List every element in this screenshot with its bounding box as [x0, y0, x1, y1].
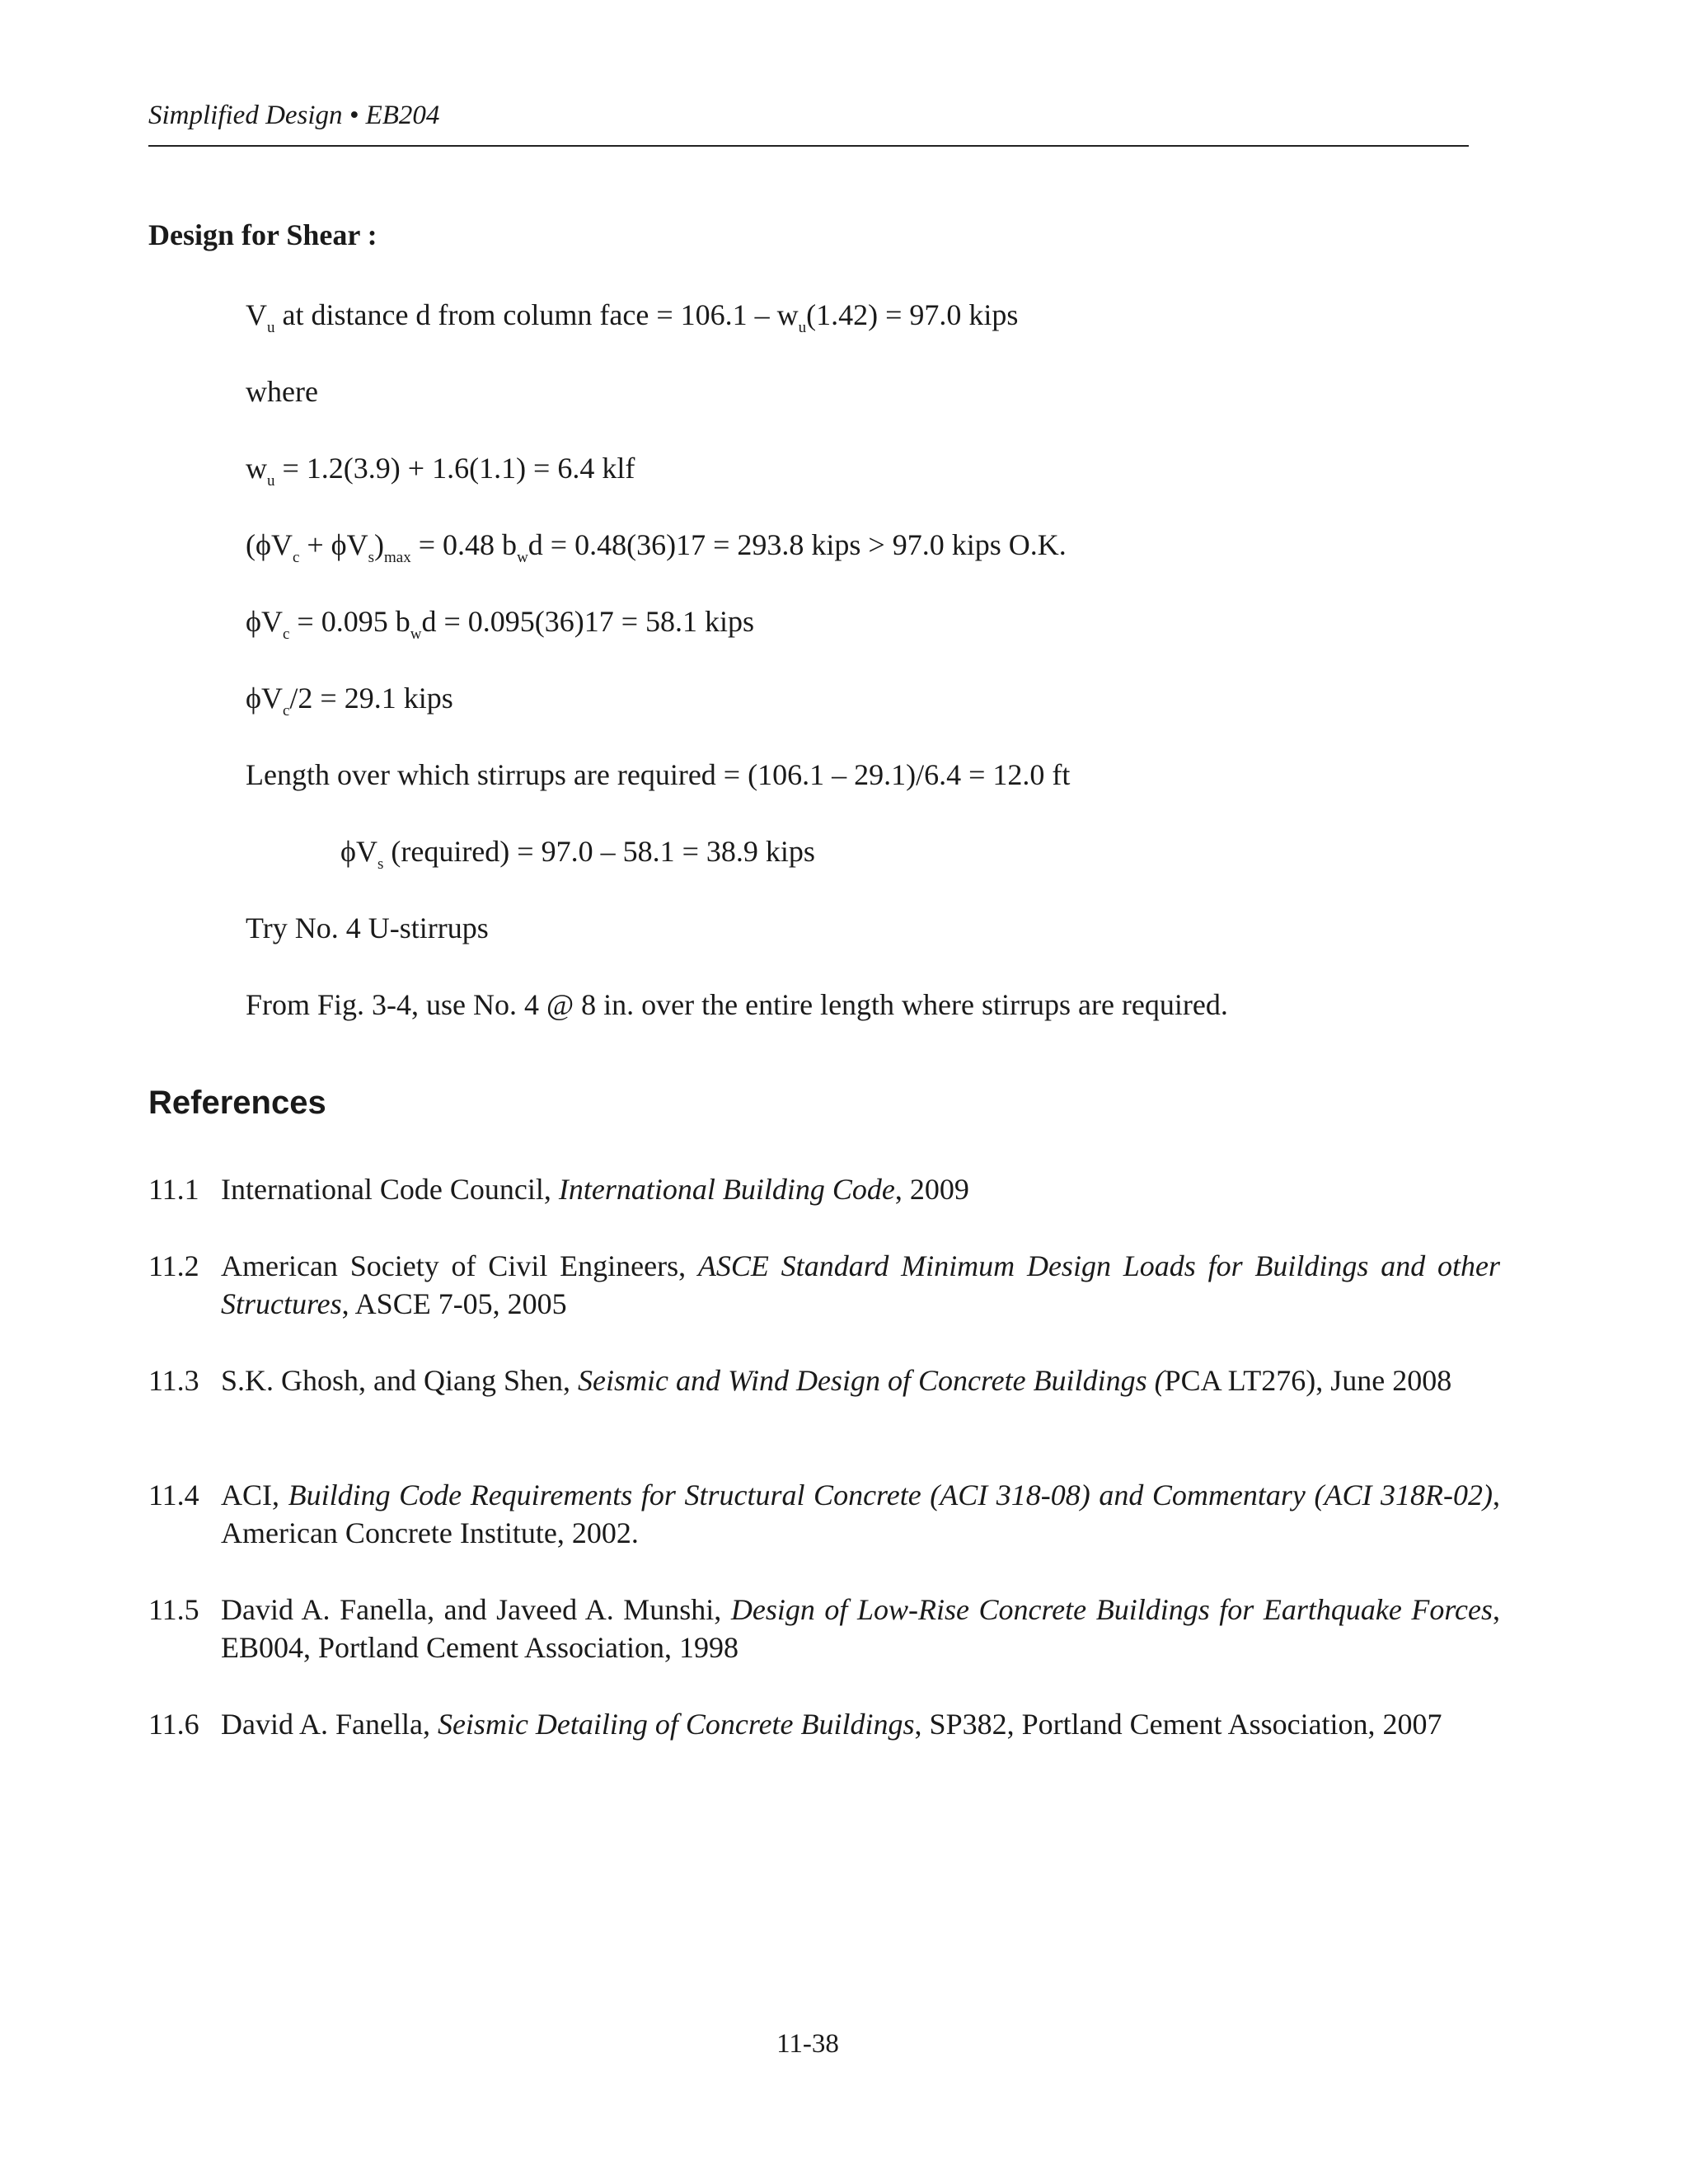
eq-subscript: c [282, 626, 290, 643]
equation-wu [246, 452, 635, 490]
eq-subscript: u [267, 472, 275, 490]
reference-text: American Society of Civil Engineers, [221, 1249, 698, 1282]
reference-title: Seismic Detailing of Concrete Buildings [437, 1708, 915, 1741]
reference-text: PCA LT276), June 2008 [1164, 1364, 1452, 1397]
eq-text: ) [374, 528, 385, 561]
section-heading-references: References [148, 1085, 326, 1121]
equation-vu [246, 298, 1019, 336]
stirrup-spacing-text: From Fig. 3-4, use No. 4 @ 8 in. over the entire length where stirrups are required. [246, 988, 1228, 1021]
eq-text: /2 = 29.1 kips [289, 682, 453, 715]
eq-subscript: c [282, 702, 290, 719]
reference-number: 11.3 [148, 1364, 199, 1397]
reference-text: , EB004, Portland Cement Association, 1998 [221, 1593, 1500, 1664]
reference-text: David A. Fanella, [221, 1708, 438, 1741]
running-header: Simplified Design • EB204 [148, 101, 440, 130]
reference-number: 11.1 [148, 1173, 199, 1206]
section-heading-design-for-shear: Design for Shear : [148, 218, 377, 251]
eq-text: (required) = 97.0 – 58.1 = 38.9 kips [383, 835, 815, 868]
reference-item [148, 1170, 1500, 1208]
try-stirrups-text: Try No. 4 U-stirrups [246, 912, 489, 944]
eq-subscript: w [410, 626, 422, 643]
where-text: where [246, 375, 318, 408]
reference-title: International Building Code [558, 1173, 895, 1206]
eq-subscript: s [368, 549, 375, 566]
eq-text: ϕV [246, 682, 283, 715]
equation-phi-vc-half [246, 682, 453, 719]
eq-text: (1.42) = 97.0 kips [806, 298, 1019, 331]
reference-title: ASCE Standard Minimum Design Loads for Buildings and other Structures [221, 1249, 1500, 1320]
eq-text: V [246, 298, 267, 331]
equation-phi-vs [340, 835, 815, 873]
reference-item [148, 1247, 1500, 1323]
eq-text: = 0.48 b [410, 528, 518, 561]
eq-text: ϕV [340, 835, 377, 868]
eq-text: = 1.2(3.9) + 1.6(1.1) = 6.4 klf [274, 452, 635, 485]
reference-number: 11.4 [148, 1479, 199, 1511]
equation-phi-vc [246, 605, 755, 643]
eq-text: ϕV [246, 605, 283, 638]
reference-number: 11.6 [148, 1708, 199, 1741]
eq-text: (ϕV [246, 528, 293, 561]
eq-text: = 0.095 b [289, 605, 410, 638]
reference-item [148, 1705, 1500, 1743]
eq-subscript: u [798, 319, 807, 336]
reference-title: Seismic and Wind Design of Concrete Buildings ( [577, 1364, 1165, 1397]
eq-subscript: c [292, 549, 300, 566]
reference-number: 11.2 [148, 1249, 199, 1282]
page-number: 11-38 [776, 2029, 839, 2059]
reference-text: S.K. Ghosh, and Qiang Shen, [221, 1364, 578, 1397]
reference-text: , American Concrete Institute, 2002. [221, 1479, 1500, 1549]
equation-shear-max [246, 528, 1067, 566]
reference-text: , 2009 [894, 1173, 969, 1206]
reference-text: , ASCE 7-05, 2005 [341, 1287, 567, 1320]
eq-text: w [246, 452, 267, 485]
reference-number: 11.5 [148, 1593, 199, 1626]
reference-item [148, 1361, 1500, 1399]
reference-text: , SP382, Portland Cement Association, 2007 [914, 1708, 1442, 1741]
eq-text: d = 0.48(36)17 = 293.8 kips > 97.0 kips O.K. [528, 528, 1067, 561]
eq-subscript: s [377, 855, 384, 873]
stirrup-length-text: Length over which stirrups are required = (106.1 – 29.1)/6.4 = 12.0 ft [246, 758, 1071, 791]
eq-subscript: u [267, 319, 275, 336]
reference-text: ACI, [221, 1479, 288, 1511]
reference-item [148, 1591, 1500, 1666]
reference-title: Design of Low-Rise Concrete Buildings for Earthquake Forces [730, 1593, 1493, 1626]
reference-text: David A. Fanella, and Javeed A. Munshi, [221, 1593, 731, 1626]
header-rule [148, 145, 1469, 147]
eq-subscript: w [517, 549, 528, 566]
eq-subscript: max [384, 549, 411, 566]
eq-text: at distance d from column face = 106.1 – w [274, 298, 799, 331]
reference-text: International Code Council, [221, 1173, 559, 1206]
reference-title: Building Code Requirements for Structural Concrete (ACI 318-08) and Commentary (ACI 318R-02) [288, 1479, 1493, 1511]
eq-text: + ϕV [299, 528, 368, 561]
eq-text: d = 0.095(36)17 = 58.1 kips [421, 605, 755, 638]
reference-item [148, 1476, 1500, 1552]
